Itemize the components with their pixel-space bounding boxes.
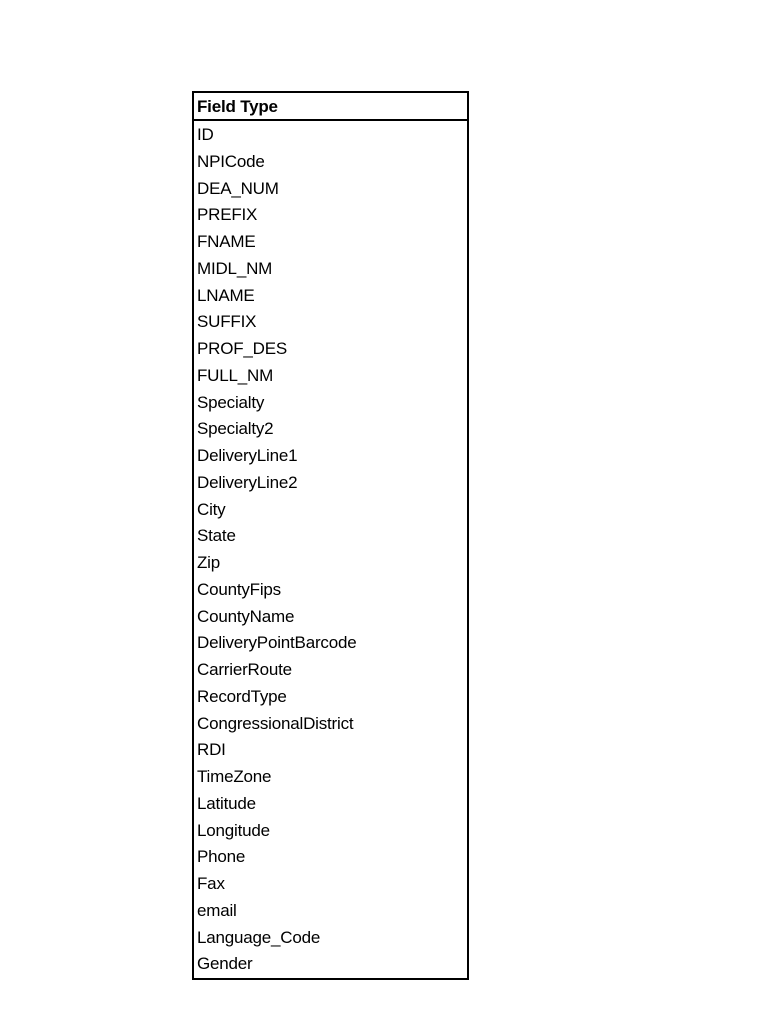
table-row: CarrierRoute bbox=[197, 660, 292, 679]
table-header: Field Type bbox=[194, 93, 467, 121]
table-row: DeliveryLine1 bbox=[197, 446, 298, 465]
field-type-table bbox=[192, 91, 469, 980]
table-row: State bbox=[197, 526, 236, 546]
table-row: SUFFIX bbox=[197, 312, 257, 332]
table-row: CountyFips bbox=[197, 579, 281, 599]
table-row: NPICode bbox=[197, 151, 265, 171]
table-row: Fax bbox=[197, 874, 225, 893]
table-row: City bbox=[197, 499, 226, 519]
table-row: TimeZone bbox=[197, 767, 272, 786]
table-row: email bbox=[197, 900, 237, 920]
table-row: Longitude bbox=[197, 820, 270, 840]
table-row: Zip bbox=[197, 553, 221, 572]
table-row: Latitude bbox=[197, 793, 256, 813]
table-row: FNAME bbox=[197, 232, 256, 251]
table-row: Gender bbox=[197, 954, 253, 974]
table-row: CongressionalDistrict bbox=[197, 713, 354, 733]
table-row: LNAME bbox=[197, 285, 255, 305]
table-row: ID bbox=[197, 125, 214, 144]
table-row: PROF_DES bbox=[197, 339, 288, 358]
table-row: CountyName bbox=[197, 606, 295, 626]
table-row: DeliveryLine2 bbox=[197, 472, 298, 492]
table-row: RecordType bbox=[197, 686, 287, 706]
table-row: Phone bbox=[197, 847, 246, 867]
table-row: Language_Code bbox=[197, 927, 321, 947]
table-row: DeliveryPointBarcode bbox=[197, 633, 357, 653]
table-row: DEA_NUM bbox=[197, 178, 279, 198]
table-row: Specialty bbox=[197, 392, 265, 412]
table-row: RDI bbox=[197, 740, 226, 760]
table-row: Specialty2 bbox=[197, 419, 274, 439]
table-row: MIDL_NM bbox=[197, 258, 273, 278]
table-row: FULL_NM bbox=[197, 365, 274, 385]
table-body bbox=[194, 121, 467, 978]
table-row: PREFIX bbox=[197, 205, 258, 225]
